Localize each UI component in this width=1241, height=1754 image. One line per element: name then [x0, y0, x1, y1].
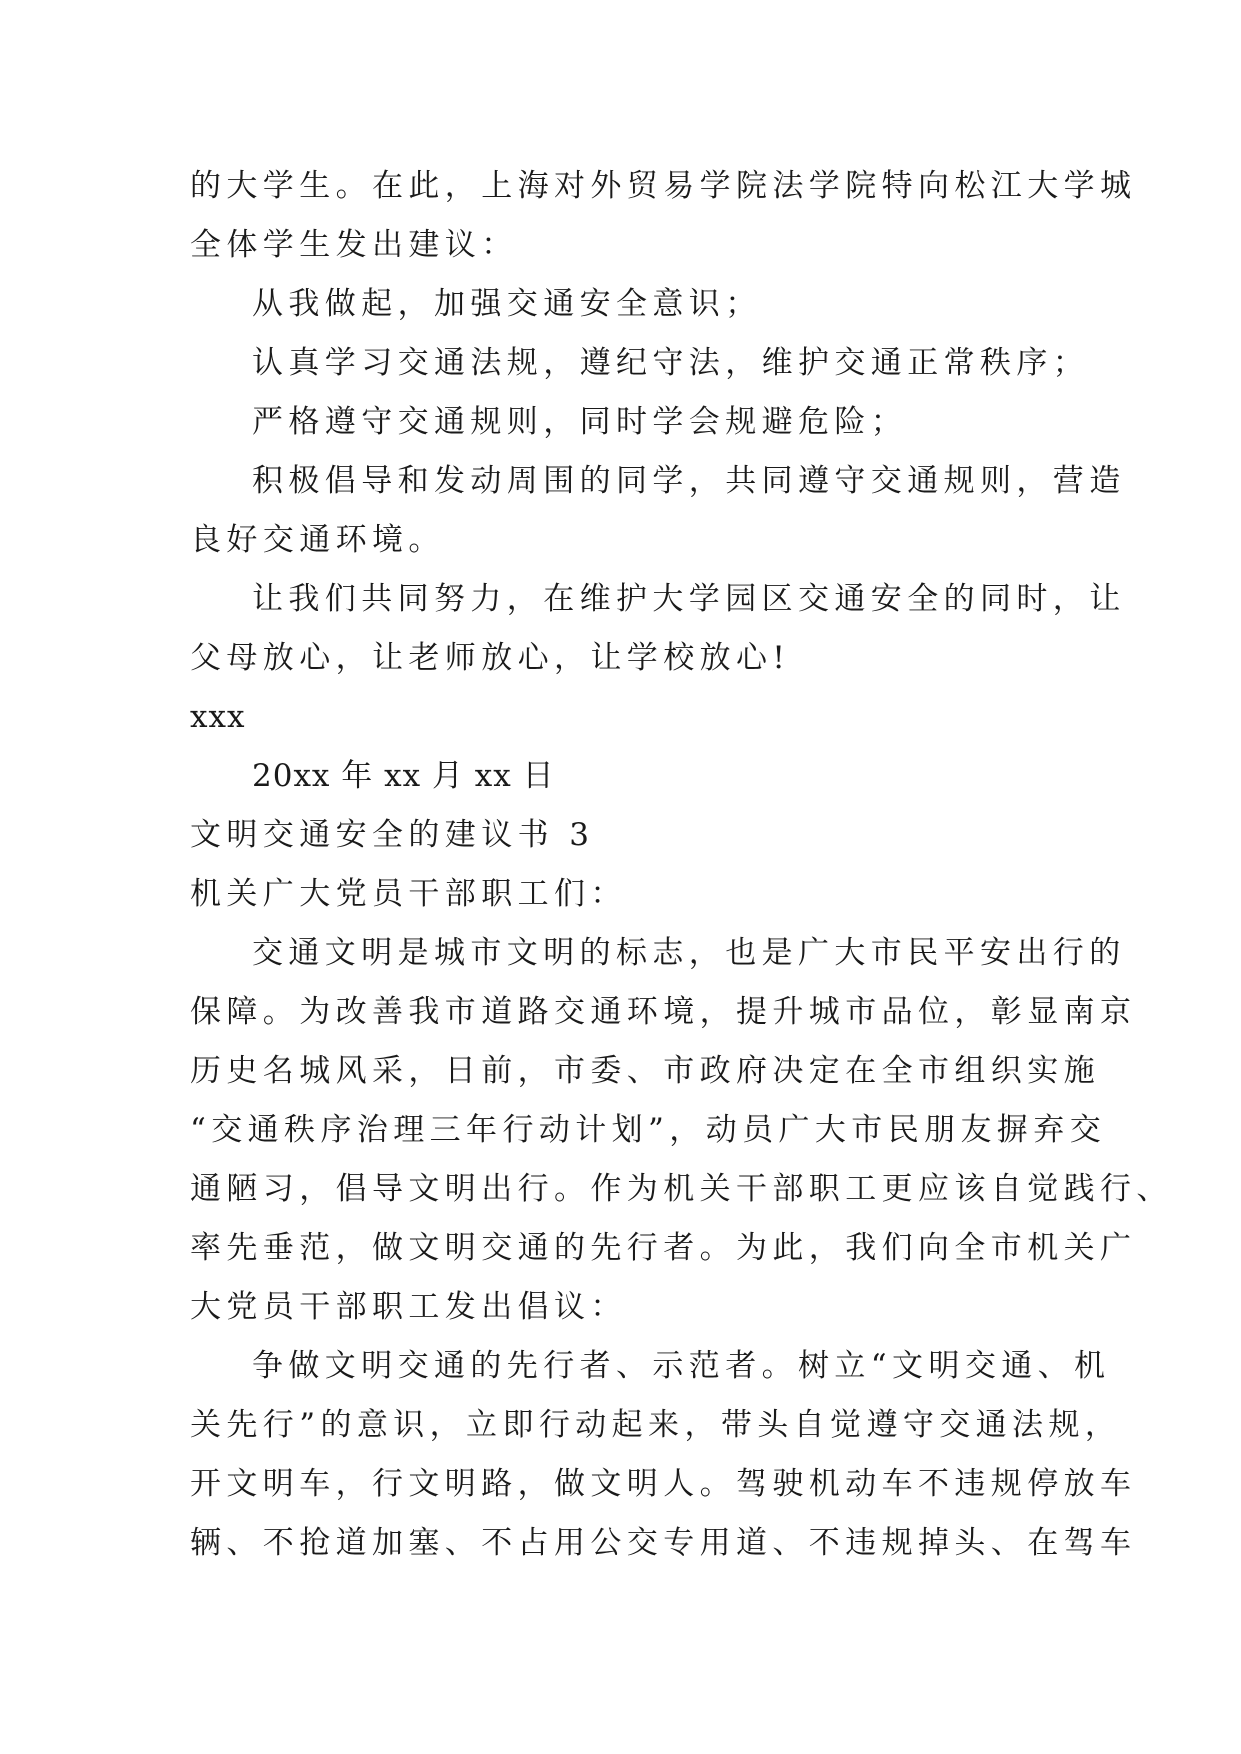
text-line: 交通文明是城市文明的标志，也是广大市民平安出行的 [252, 935, 1126, 971]
text-line: 积极倡导和发动周围的同学，共同遵守交通规则，营造 [252, 463, 1126, 499]
salutation: 机关广大党员干部职工们： [190, 876, 627, 912]
text-line: 大党员干部职工发出倡议： [190, 1289, 627, 1325]
text-line: 让我们共同努力，在维护大学园区交通安全的同时，让 [252, 581, 1126, 617]
text-line: 辆、不抢道加塞、不占用公交专用道、不违规掉头、在驾车 [190, 1525, 1137, 1561]
text-line: 认真学习交通法规，遵纪守法，维护交通正常秩序； [252, 345, 1090, 381]
text-line: 从我做起，加强交通安全意识； [252, 286, 762, 322]
text-line: 争做文明交通的先行者、示范者。树立“文明交通、机 [252, 1348, 1111, 1384]
text-line: 良好交通环境。 [190, 522, 445, 558]
signature-date: 20xx 年 xx 月 xx 日 [252, 758, 555, 794]
text-line: 父母放心，让老师放心，让学校放心! [190, 640, 791, 676]
text-line: 历史名城风采，日前，市委、市政府决定在全市组织实施 [190, 1053, 1100, 1089]
text-line: 的大学生。在此，上海对外贸易学院法学院特向松江大学城 [190, 168, 1137, 204]
section-title: 文明交通安全的建议书 3 [190, 817, 595, 853]
text-line: 率先垂范，做文明交通的先行者。为此，我们向全市机关广 [190, 1230, 1137, 1266]
text-line: 保障。为改善我市道路交通环境，提升城市品位，彰显南京 [190, 994, 1137, 1030]
text-line: 关先行”的意识，立即行动起来，带头自觉遵守交通法规， [190, 1407, 1122, 1443]
text-line: 严格遵守交通规则，同时学会规避危险； [252, 404, 908, 440]
text-line: “交通秩序治理三年行动计划”，动员广大市民朋友摒弃交 [190, 1112, 1107, 1148]
signature-name: xxx [190, 699, 246, 735]
text-line: 全体学生发出建议： [190, 227, 518, 263]
text-line: 通陋习，倡导文明出行。作为机关干部职工更应该自觉践行、 [190, 1171, 1173, 1207]
text-line: 开文明车，行文明路，做文明人。驾驶机动车不违规停放车 [190, 1466, 1137, 1502]
